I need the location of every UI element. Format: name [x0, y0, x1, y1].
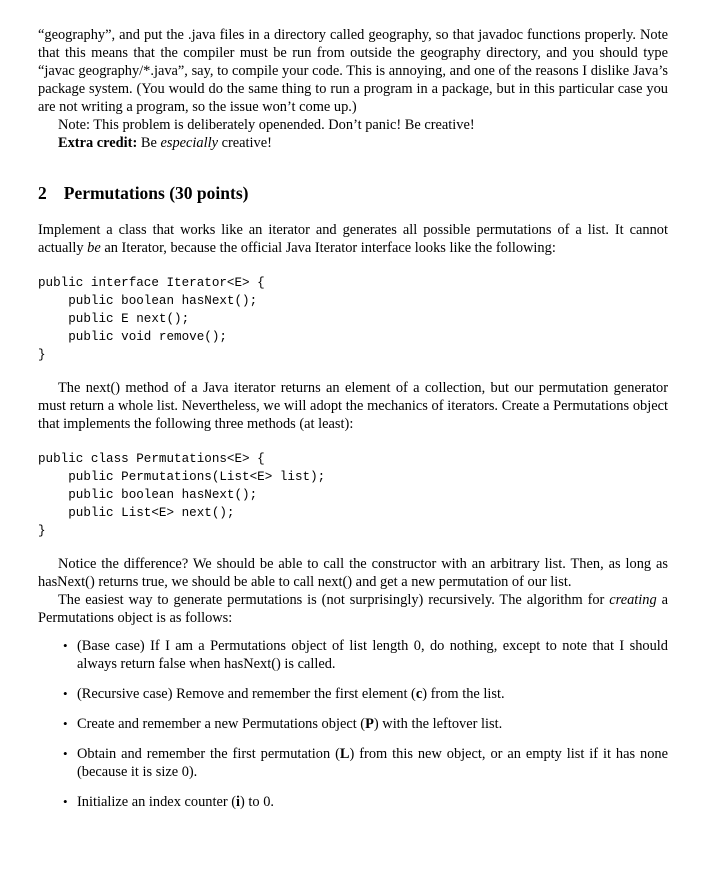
code-line: public boolean hasNext(); — [38, 488, 258, 502]
section-heading — [38, 181, 668, 205]
list-item — [38, 793, 668, 811]
list-item-text: Create and remember a new Permutations object (P) with the leftover list. — [77, 716, 503, 732]
note-line: Note: This problem is deliberately openended. Don’t panic! Be creative! — [58, 117, 475, 133]
list-item — [38, 715, 668, 733]
list-item — [38, 745, 668, 781]
section-number: 2 — [38, 183, 47, 203]
intro-paragraph: “geography”, and put the .java files in a directory called geography, so that javadoc functions properly. Note that this means that the compiler must be run from outside the geography directory, and you should type “javac geography/*.java”, say, to compile your code. This is annoying, and one of the reasons I dislike Java’s package system. (You would do the same thing to run a program in a package, but in this particular case you are not writing a program, so the issue won’t come up.) — [38, 27, 668, 115]
code-line: public void remove(); — [38, 330, 227, 344]
bullet-icon: • — [63, 716, 68, 731]
list-item-text: Initialize an index counter (i) to 0. — [77, 794, 275, 810]
list-item — [38, 637, 668, 673]
list-item-text: Obtain and remember the first permutation (L) from this new object, or an empty list if it has none (because it is size 0). — [77, 746, 668, 780]
list-item-text: (Base case) If I am a Permutations object of list length 0, do nothing, except to note that I should always return false when hasNext() is called. — [77, 638, 668, 672]
permutations-class-code-block — [38, 450, 668, 540]
code-line: } — [38, 524, 46, 538]
extra-credit-line: Extra credit: Be especially creative! — [58, 135, 272, 151]
bullet-icon: • — [63, 686, 68, 701]
easiest-paragraph: The easiest way to generate permutations is (not surprisingly) recursively. The algorithm for creating a Permutations object is as follows: — [38, 592, 668, 626]
implement-paragraph: Implement a class that works like an iterator and generates all possible permutations of a list. It cannot actually be an Iterator, because the official Java Iterator interface looks like the following: — [38, 222, 668, 256]
code-line: public E next(); — [38, 312, 190, 326]
code-line: public class Permutations<E> { — [38, 452, 265, 466]
code-line: public List<E> next(); — [38, 506, 235, 520]
code-line: public boolean hasNext(); — [38, 294, 258, 308]
code-line: public Permutations(List<E> list); — [38, 470, 326, 484]
algorithm-steps — [38, 637, 668, 811]
bullet-icon: • — [63, 794, 68, 809]
code-line: public interface Iterator<E> { — [38, 276, 265, 290]
section-title: Permutations (30 points) — [63, 183, 249, 203]
bullet-icon: • — [63, 638, 68, 653]
notice-paragraph: Notice the difference? We should be able to call the constructor with an arbitrary list. Then, as long as hasNext() returns true, we should be able to call next() and get a new permutation of our list. — [38, 556, 668, 590]
bullet-icon: • — [63, 746, 68, 761]
list-item — [38, 685, 668, 703]
list-item-text: (Recursive case) Remove and remember the first element (c) from the list. — [77, 686, 505, 702]
iterator-interface-code-block — [38, 274, 668, 364]
next-method-paragraph: The next() method of a Java iterator returns an element of a collection, but our permutation generator must return a whole list. Nevertheless, we will adopt the mechanics of iterators. Create a Permutations object that implements the following three methods (at least): — [38, 380, 668, 432]
code-line: } — [38, 348, 46, 362]
